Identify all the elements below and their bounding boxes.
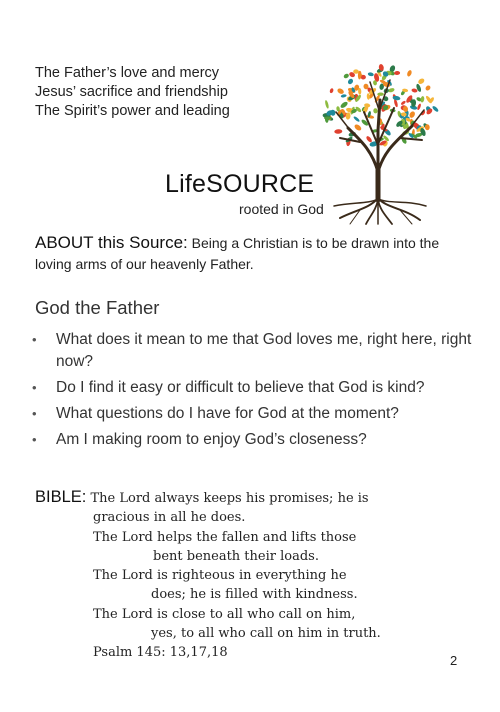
verse-line: The Lord is righteous in everything he	[93, 568, 347, 584]
leaf-icon	[367, 93, 370, 100]
about-lead: ABOUT this Source:	[35, 233, 188, 252]
tree-logo-icon	[320, 50, 480, 225]
bible-section	[35, 488, 475, 663]
leaf-icon	[343, 73, 350, 79]
tree-roots	[334, 198, 426, 224]
question-text: Do I find it easy or difficult to believe that God is kind?	[56, 379, 425, 396]
theme-spirit: The Spirit’s power and leading	[35, 103, 230, 119]
question-item	[32, 403, 472, 425]
leaf-icon	[324, 117, 332, 120]
verse-line: The Lord helps the fallen and lifts those	[93, 529, 357, 545]
scripture-reference: Psalm 145: 13,17,18	[93, 645, 228, 661]
bullet-icon: •	[32, 406, 37, 421]
leaf-icon	[417, 103, 422, 110]
leaf-icon	[400, 100, 406, 106]
leaf-icon	[347, 78, 354, 85]
leaf-icon	[425, 85, 432, 92]
verse-line: The Lord is close to all who call on him,	[93, 606, 356, 622]
about-text: Being a Christian is to be drawn into the loving arms of our heavenly Father.	[35, 235, 440, 272]
question-item	[32, 377, 472, 399]
leaf-icon	[373, 108, 378, 114]
leaf-icon	[341, 94, 347, 98]
bullet-icon: •	[32, 332, 37, 347]
brand-title: LifeSOURCE	[165, 170, 315, 198]
leaf-icon	[432, 105, 440, 113]
question-item	[32, 329, 472, 373]
question-text: What questions do I have for God at the moment?	[56, 405, 399, 422]
about-section	[35, 232, 465, 275]
leaf-icon	[406, 69, 412, 77]
leaf-icon	[324, 100, 329, 109]
verse-line: bent beneath their loads.	[153, 548, 319, 564]
leaf-icon	[420, 96, 425, 103]
bullet-icon: •	[32, 432, 37, 447]
leaf-icon	[353, 116, 360, 123]
theme-father: The Father’s love and mercy	[35, 65, 220, 81]
leaf-icon	[394, 71, 400, 75]
page-number: 2	[450, 653, 458, 668]
bible-label: BIBLE:	[35, 488, 87, 506]
theme-jesus: Jesus’ sacrifice and friendship	[35, 84, 228, 100]
question-text: What does it mean to me that God loves me, right here, right now?	[56, 331, 472, 370]
themes-list	[35, 64, 230, 121]
leaf-icon	[411, 88, 418, 93]
leaf-icon	[367, 72, 374, 77]
leaf-icon	[353, 123, 362, 132]
leaf-icon	[417, 77, 425, 85]
question-text: Am I making room to enjoy God’s closeness?	[56, 431, 367, 448]
question-item	[32, 429, 472, 451]
leaf-icon	[340, 101, 349, 109]
verse-line: yes, to all who call on him in truth.	[151, 626, 381, 642]
leaf-icon	[365, 135, 373, 143]
question-list	[32, 329, 472, 455]
leaf-icon	[329, 88, 334, 94]
verse-line: gracious in all he does.	[93, 510, 246, 526]
verse-line: does; he is filled with kindness.	[151, 587, 358, 603]
brand-tagline: rooted in God	[239, 201, 324, 217]
verse-text: The Lord always keeps his promises; he is	[90, 491, 369, 506]
bullet-icon: •	[32, 380, 37, 395]
bible-line-1	[35, 488, 475, 508]
section-title: God the Father	[35, 297, 160, 318]
leaf-icon	[334, 129, 342, 134]
leaf-icon	[336, 87, 344, 95]
